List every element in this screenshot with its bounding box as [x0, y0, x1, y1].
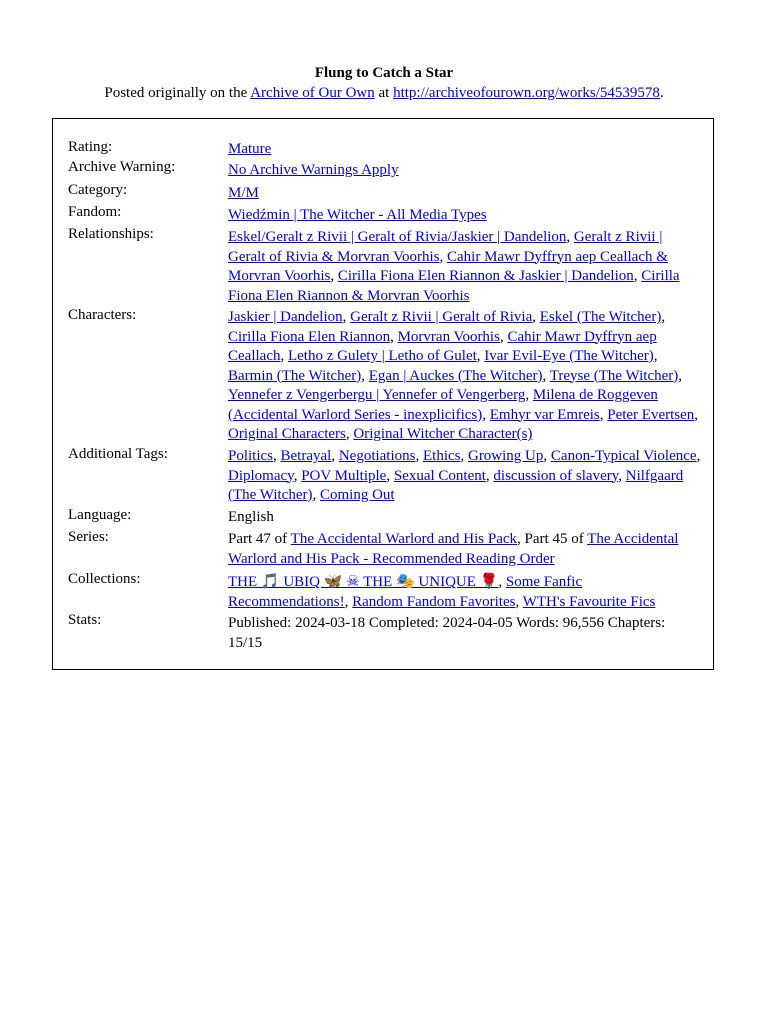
- meta-label-fandom: Fandom:: [68, 204, 122, 220]
- collection-link[interactable]: Some Fanfic Recommendations!: [228, 574, 583, 610]
- meta-value-fandom: [228, 206, 703, 226]
- tag-link[interactable]: Sexual Content: [393, 467, 486, 484]
- character-link[interactable]: Original Witcher Character(s): [353, 426, 533, 442]
- work-title: Flung to Catch a Star: [314, 65, 454, 81]
- meta-value-stats: [228, 614, 703, 653]
- meta-label-stats: Stats:: [68, 612, 102, 628]
- meta-label-warning: Archive Warning:: [68, 159, 176, 175]
- character-link[interactable]: Milena de Roggeven (Accidental Warlord Series - inexplicifics): [228, 387, 658, 423]
- character-link[interactable]: Egan | Auckes (The Witcher): [368, 367, 543, 384]
- meta-label-category: Category:: [68, 182, 128, 198]
- meta-value-category: [228, 184, 703, 204]
- meta-label-rating: Rating:: [68, 139, 113, 155]
- stat-words: 96,556: [562, 615, 605, 631]
- meta-value-relationships: Eskel/Geralt z Rivii | Geralt of Rivia/Jaskier | Dandelion, Geralt z Rivii | Geralt of Rivia & Morvran Voorhis, Cahir Mawr Dyffryn aep Ceallach & Morvran Voorhis, Cirilla Fiona Elen Riannon & Jaskier | Dandelion, Cirilla Fiona Elen Riannon & Morvran Voorhis: [228, 229, 680, 304]
- work-header: [0, 63, 768, 103]
- stat-completed: 2024-04-05: [442, 615, 513, 631]
- tag-link[interactable]: Negotiations: [338, 448, 416, 464]
- tag-link[interactable]: discussion of slavery: [493, 467, 619, 484]
- tag-link[interactable]: Canon-Typical Violence: [550, 448, 697, 464]
- meta-label-relationships: Relationships:: [68, 226, 154, 242]
- meta-value-characters: Jaskier | Dandelion, Geralt z Rivii | Geralt of Rivia, Eskel (The Witcher), Cirilla Fiona Elen Riannon, Morvran Voorhis, Cahir Mawr Dyffryn aep Ceallach, Letho z Gulety | Letho of Gulet, Ivar Evil-Eye (The Witcher), Barmin (The Witcher), Egan | Auckes (The Witcher), Treyse (The Witcher), Yennefer z Vengerbergu | Yennefer of Vengerberg, Milena de Roggeven (Accidental Warlord Series - inexplicifics), Emhyr var Emreis, Peter Evertsen, Original Characters, Original Witcher Character(s): [228, 309, 699, 442]
- collection-link[interactable]: THE 🎵 UBIQ 🦋 ☠ THE 🎭 UNIQUE 🌹: [228, 574, 499, 590]
- relationship-link[interactable]: Cirilla Fiona Elen Riannon & Jaskier | Dandelion: [337, 268, 634, 284]
- meta-value-warning: [228, 161, 703, 181]
- tag-link[interactable]: Nilfgaard (The Witcher): [228, 467, 684, 503]
- archive-link[interactable]: Archive of Our Own: [250, 85, 375, 101]
- character-link[interactable]: Jaskier | Dandelion: [228, 309, 343, 325]
- posted-prefix: Posted originally on the: [104, 85, 248, 101]
- character-link[interactable]: Eskel (The Witcher): [539, 309, 662, 325]
- character-link[interactable]: Cahir Mawr Dyffryn aep Ceallach: [228, 328, 657, 364]
- relationship-link[interactable]: Cahir Mawr Dyffryn aep Ceallach & Morvran Voorhis: [228, 248, 668, 284]
- posted-middle: at: [378, 85, 390, 101]
- collection-link[interactable]: Random Fandom Favorites: [352, 593, 516, 610]
- work-metadata-box: [52, 118, 714, 670]
- meta-label-series: Series:: [68, 529, 109, 545]
- tag-link[interactable]: Coming Out: [320, 487, 395, 503]
- meta-value-series: [228, 530, 703, 569]
- character-link[interactable]: Cirilla Fiona Elen Riannon: [228, 328, 391, 345]
- series-separator: , Part 45 of: [517, 531, 584, 547]
- relationship-link[interactable]: Eskel/Geralt z Rivii | Geralt of Rivia/Jaskier | Dandelion: [228, 229, 567, 245]
- meta-value-additional-tags: Politics, Betrayal, Negotiations, Ethics, Growing Up, Canon-Typical Violence, Diplomacy, POV Multiple, Sexual Content, discussion of slavery, Nilfgaard (The Witcher), Coming Out: [228, 448, 701, 503]
- meta-label-characters: Characters:: [68, 307, 137, 323]
- tag-link[interactable]: Politics: [228, 448, 274, 464]
- meta-label-additional-tags: Additional Tags:: [68, 446, 168, 462]
- meta-label-language: Language:: [68, 507, 132, 523]
- stat-chapters: 15/15: [228, 634, 263, 651]
- character-link[interactable]: Morvran Voorhis: [397, 328, 500, 345]
- character-link[interactable]: Treyse (The Witcher): [549, 367, 679, 384]
- meta-label-collections: Collections:: [68, 571, 141, 587]
- tag-link[interactable]: Growing Up: [467, 448, 544, 464]
- meta-value-collections: THE 🎵 UBIQ 🦋 ☠ THE 🎭 UNIQUE 🌹, Some Fanfic Recommendations!, Random Fandom Favorites, WTH's Favourite Fics: [228, 574, 656, 610]
- character-link[interactable]: Yennefer z Vengerbergu | Yennefer of Vengerberg: [228, 387, 526, 403]
- stat-completed-label: Completed:: [368, 615, 439, 631]
- character-link[interactable]: Barmin (The Witcher): [228, 367, 362, 384]
- posted-line: [0, 83, 768, 103]
- series-link[interactable]: The Accidental Warlord and His Pack - Recommended Reading Order: [228, 531, 679, 567]
- character-link[interactable]: Peter Evertsen: [607, 406, 695, 423]
- character-link[interactable]: Geralt z Rivii | Geralt of Rivia: [350, 309, 533, 325]
- collection-link[interactable]: WTH's Favourite Fics: [522, 593, 656, 610]
- character-link[interactable]: Letho z Gulety | Letho of Gulet: [287, 348, 477, 364]
- relationship-link[interactable]: Geralt z Rivii | Geralt of Rivia & Morvran Voorhis: [228, 229, 663, 265]
- tag-link[interactable]: Diplomacy: [228, 467, 294, 484]
- relationship-link[interactable]: Cirilla Fiona Elen Riannon & Morvran Voorhis: [228, 268, 680, 304]
- stat-published-label: Published:: [228, 615, 292, 631]
- rating-link[interactable]: Mature: [228, 141, 272, 157]
- meta-value-language: English: [228, 509, 274, 525]
- posted-suffix: .: [659, 85, 664, 101]
- tag-link[interactable]: POV Multiple: [301, 467, 387, 484]
- series-prefix: Part 47 of: [228, 531, 288, 547]
- character-link[interactable]: Ivar Evil-Eye (The Witcher): [484, 348, 654, 364]
- category-link[interactable]: M/M: [228, 185, 259, 201]
- character-link[interactable]: Original Characters: [228, 426, 346, 442]
- warning-link[interactable]: No Archive Warnings Apply: [228, 162, 399, 178]
- fandom-link[interactable]: Wiedźmin | The Witcher - All Media Types: [228, 207, 487, 223]
- tag-link[interactable]: Ethics: [422, 448, 461, 464]
- stat-published: 2024-03-18: [295, 615, 366, 631]
- stat-chapters-label: Chapters:: [607, 615, 666, 631]
- work-url-link[interactable]: http://archiveofourown.org/works/54539578: [393, 85, 660, 101]
- stat-words-label: Words:: [516, 615, 560, 631]
- character-link[interactable]: Emhyr var Emreis: [489, 406, 600, 423]
- series-link[interactable]: The Accidental Warlord and His Pack: [290, 531, 518, 547]
- meta-value-rating: [228, 140, 703, 160]
- tag-link[interactable]: Betrayal: [280, 448, 332, 464]
